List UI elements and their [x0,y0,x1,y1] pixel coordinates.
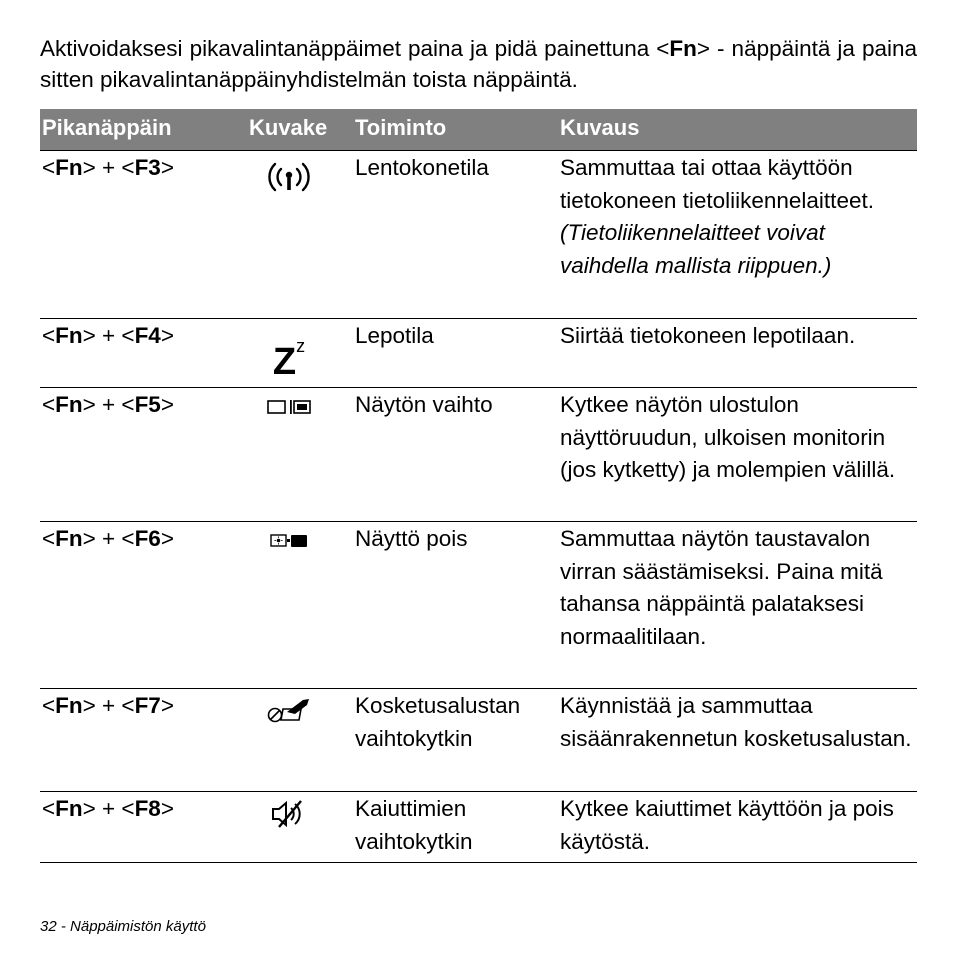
function-cell: Näytön vaihto [353,388,558,522]
description-cell: Käynnistää ja sammuttaa sisäänrakennetun kosketusalustan. [558,689,917,792]
description-cell: Kytkee kaiuttimet käyttöön ja pois käytöstä. [558,792,917,863]
speaker-mute-icon [269,799,309,829]
hotkey-cell: <Fn> + <F5> [40,388,247,522]
function-cell: Lepotila [353,319,558,388]
table-row [40,319,917,388]
header-toiminto: Toiminto [353,109,558,151]
hotkey-cell: <Fn> + <F7> [40,689,247,792]
table-row [40,522,917,689]
description-cell: Sammuttaa näytön taustavalon virran säästämiseksi. Paina mitä tahansa näppäintä palataksesi normaalitilaan. [558,522,917,689]
header-kuvaus: Kuvaus [558,109,917,151]
header-kuvake: Kuvake [247,109,353,151]
description-cell: Siirtää tietokoneen lepotilaan. [558,319,917,388]
table-row [40,792,917,863]
display-switch-icon [266,397,312,417]
sleep-icon: $Z^z$ [272,336,306,383]
table-row [40,151,917,319]
description-cell: Sammuttaa tai ottaa käyttöön tietokoneen tietoliikennelaitteet. (Tietoliikennelaitteet voivat vaihdella mallista riippuen.) [558,151,917,319]
description-cell: Kytkee näytön ulostulon näyttöruudun, ulkoisen monitorin (jos kytketty) ja molempien välillä. [558,388,917,522]
table-header-row [40,109,917,151]
table-row [40,689,917,792]
table-row [40,388,917,522]
touchpad-toggle-icon [265,696,313,724]
header-pikanappain: Pikanäppäin [40,109,247,151]
function-cell: Näyttö pois [353,522,558,689]
function-cell: Lentokonetila [353,151,558,319]
hotkey-cell: <Fn> + <F6> [40,522,247,689]
function-cell: Kosketusalustan vaihtokytkin [353,689,558,792]
hotkey-table [40,109,917,863]
display-off-icon [269,531,309,551]
wireless-icon [266,160,312,196]
page-footer: 32 - Näppäimistön käyttö [40,918,206,935]
function-cell: Kaiuttimien vaihtokytkin [353,792,558,863]
intro-paragraph: Aktivoidaksesi pikavalintanäppäimet paina ja pidä painettuna <Fn> - näppäintä ja paina sitten pikavalintanäppäinyhdistelmän toista näppäintä. [40,36,917,92]
hotkey-cell: <Fn> + <F8> [40,792,247,863]
hotkey-cell: <Fn> + <F3> [40,151,247,319]
hotkey-cell: <Fn> + <F4> [40,319,247,388]
